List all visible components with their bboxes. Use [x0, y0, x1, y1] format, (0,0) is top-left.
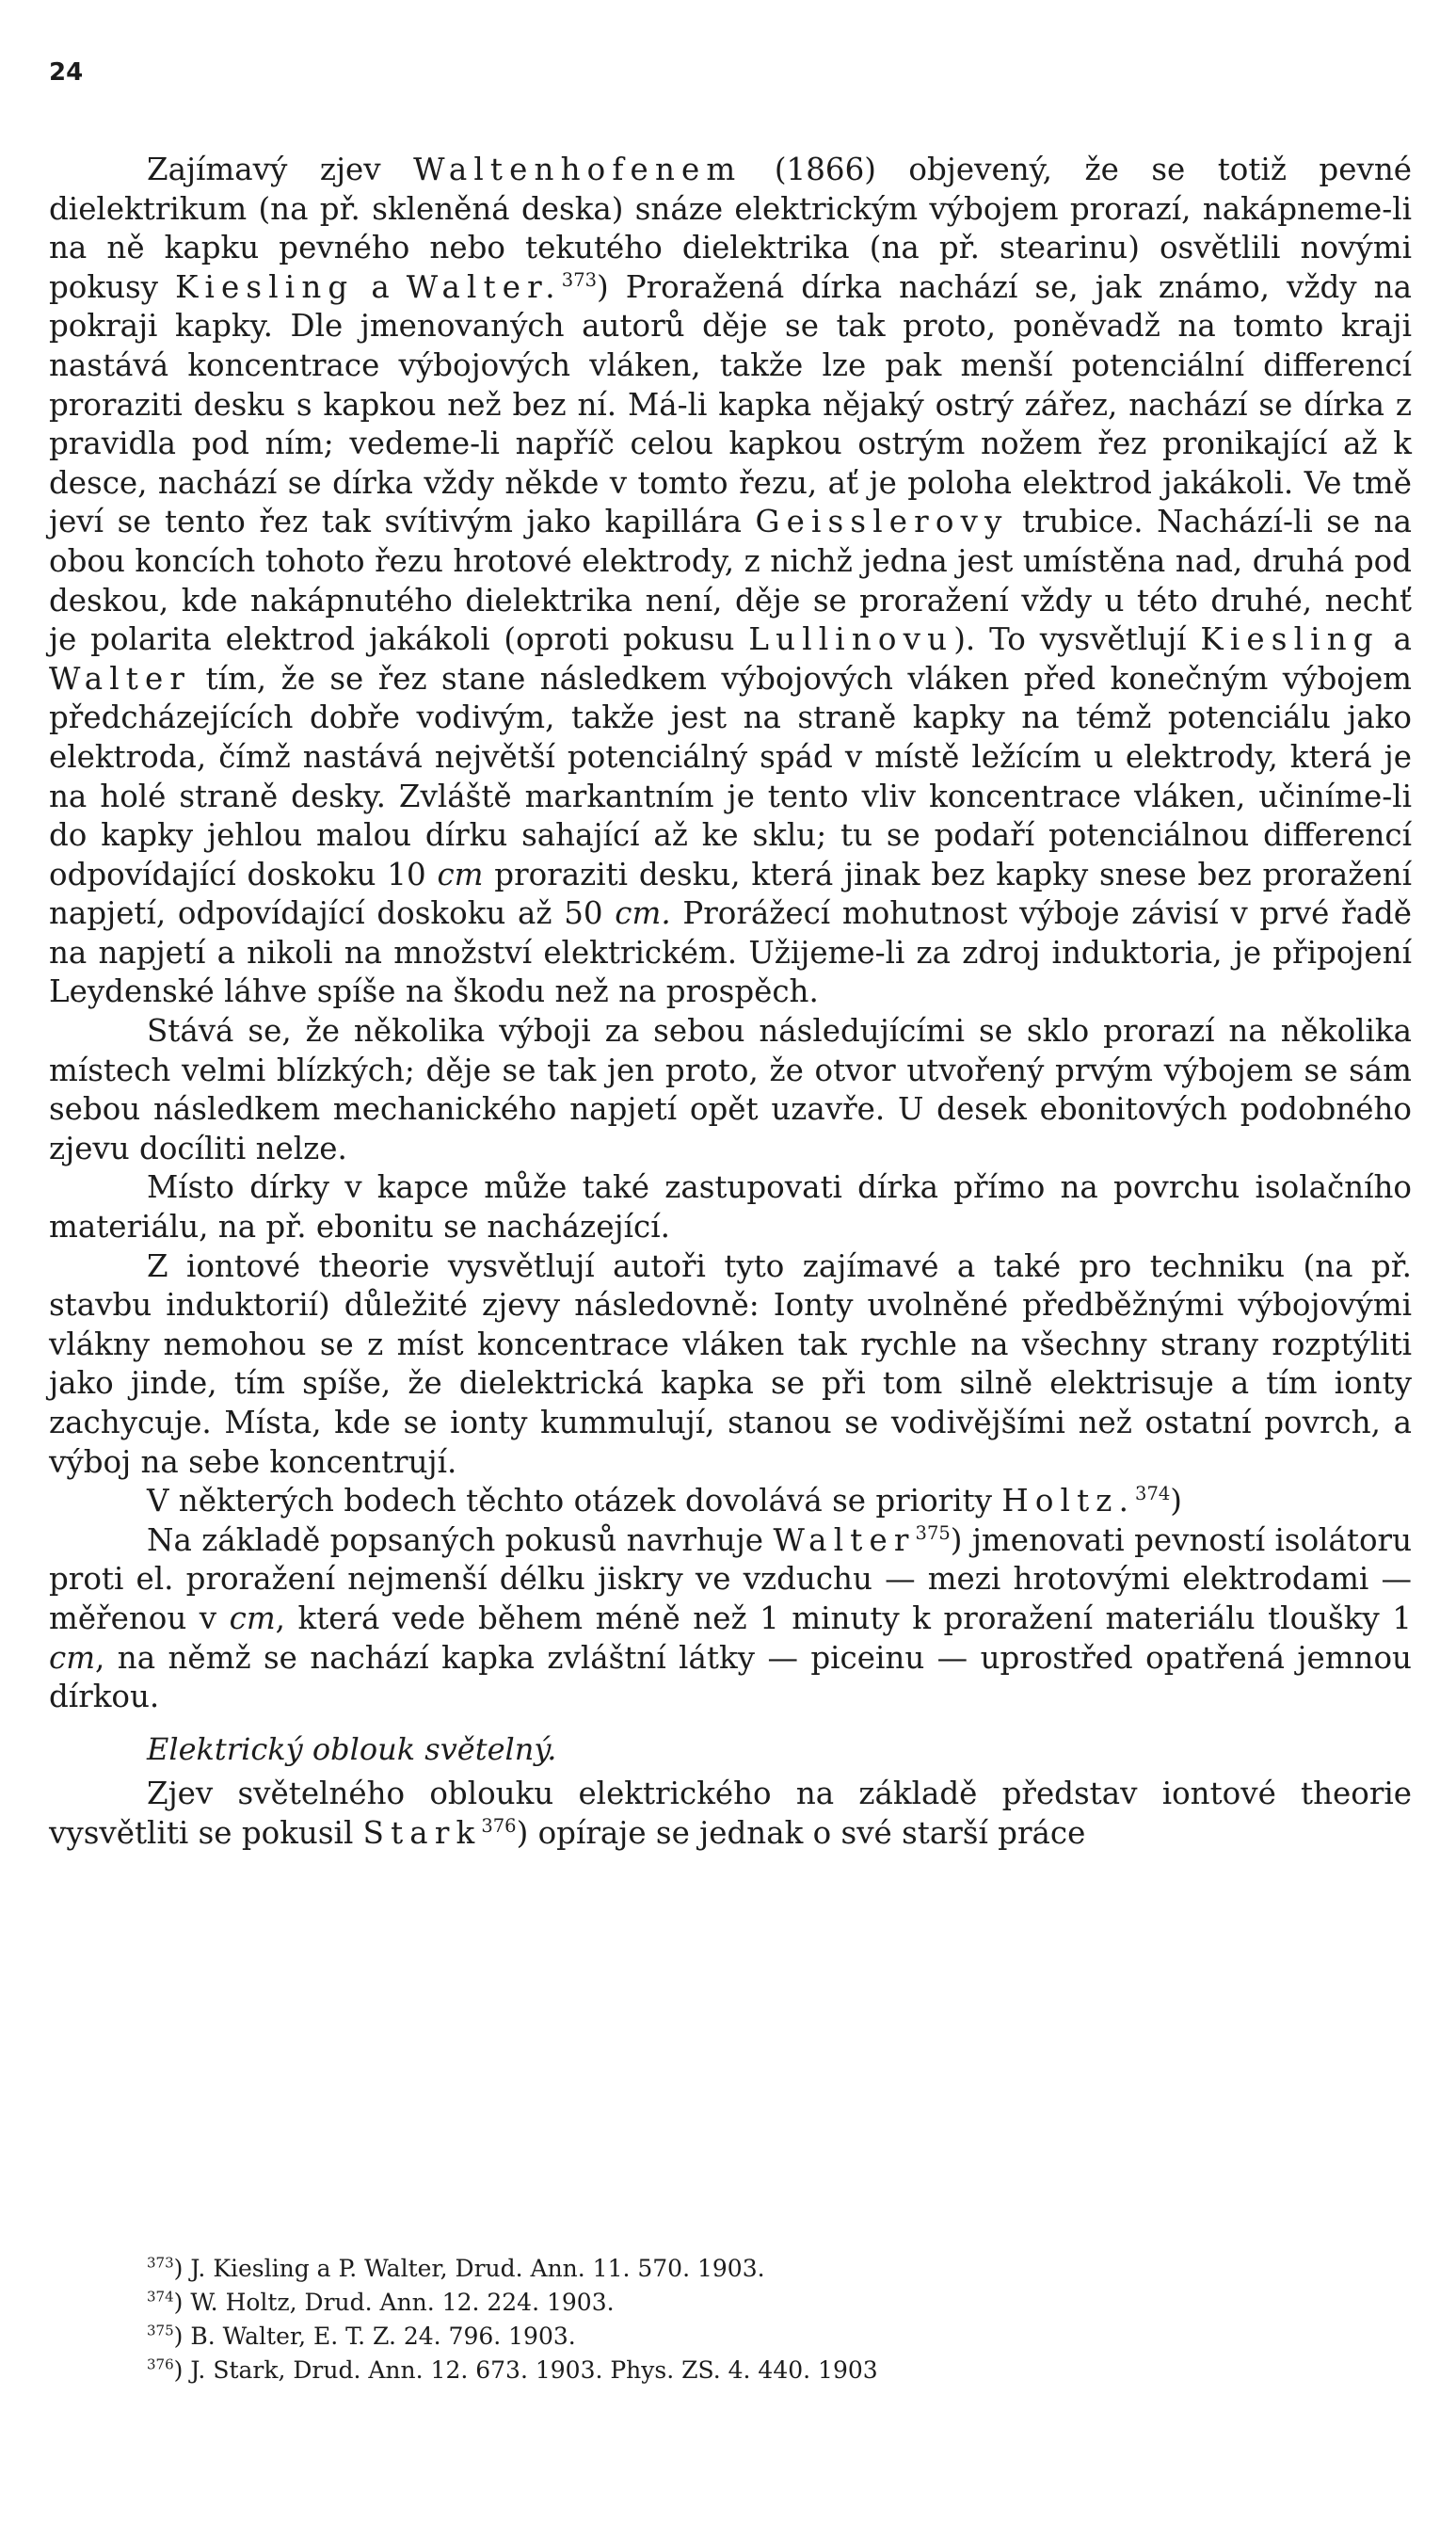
- footnote-paren: ): [173, 2289, 191, 2316]
- author-name: Stark: [362, 1814, 482, 1851]
- text-run: (1866) objevený, že se totiž pevné dielektrikum (na př. skleněná deska) snáze elektrickým výbojem prorazí, nakápneme-li na ně kapku pevného nebo tekutého dielektrika (na př. stearinu) osvětlili novými pokusy: [49, 152, 1412, 305]
- text-run: Místo dírky v kapce může také zastupovati dírka přímo na povrchu isolačního materiálu, na př. ebonitu se nacházející.: [49, 1169, 1412, 1246]
- page-number: 24: [49, 58, 84, 87]
- text-run: a: [1379, 621, 1412, 658]
- footnote-ref: 375: [915, 1521, 951, 1544]
- paragraph: [49, 1012, 1412, 1168]
- footnotes: [147, 2252, 1370, 2387]
- body-text: [49, 151, 1412, 1854]
- author-name: Walter.: [406, 268, 562, 305]
- section-paragraph: [49, 1775, 1412, 1853]
- paragraph: [49, 1521, 1412, 1717]
- text-run: Prorážecí mohutnost výboje závisí v prvé řadě na napjetí a nikoli na množství elektrickém. Užijeme-li za zdroj induktoria, je připojení Leydenské láhve spíše na škodu než na prospěch.: [49, 895, 1412, 1010]
- unit-text: cm: [49, 1639, 96, 1676]
- footnote-paren: ): [173, 2356, 191, 2384]
- author-name: Waltenhofenem: [413, 152, 743, 187]
- footnote-paren: ): [173, 2255, 191, 2282]
- text-run: Zajímavý zjev: [147, 152, 414, 187]
- footnote: [147, 2286, 1370, 2320]
- footnote-mark: 376: [147, 2355, 174, 2373]
- footnote-mark: 373: [147, 2254, 174, 2272]
- paragraph: [49, 1247, 1412, 1483]
- footnote-mark: 375: [147, 2322, 174, 2339]
- author-name: Geisslerovy: [755, 504, 1009, 540]
- footnote-text: B. Walter, E. T. Z. 24. 796. 1903.: [190, 2323, 576, 2350]
- text-run: Zjev světelného oblouku elektrického na základě představ iontové theorie vysvětliti se pokusil: [49, 1776, 1412, 1851]
- author-name: Walter: [49, 660, 192, 697]
- unit-text: cm.: [615, 895, 671, 932]
- text-run: a: [354, 268, 407, 305]
- author-name: Kiesling: [175, 268, 355, 305]
- footnote-ref: 376: [481, 1815, 517, 1838]
- author-name: Lullinovu: [748, 621, 954, 658]
- footnote: [147, 2252, 1370, 2286]
- footnote-text: W. Holtz, Drud. Ann. 12. 224. 1903.: [190, 2289, 615, 2316]
- text-run: V některých bodech těchto otázek dovolává se priority: [147, 1483, 1002, 1519]
- footnote-text: J. Kiesling a P. Walter, Drud. Ann. 11. 570. 1903.: [190, 2255, 765, 2282]
- footnote: [147, 2320, 1370, 2354]
- author-name: Kiesling: [1200, 621, 1380, 658]
- paragraph: [49, 1168, 1412, 1246]
- text-run: tím, že se řez stane následkem výbojových vláken před konečným výbojem předcházejících dobře vodivým, takže jest na straně kapky na témž potenciálu jako elektroda, čímž nastává největší potenciálný spád v místě ležícím u elektrody, která je na holé straně desky. Zvláště markantním je tento vliv koncentrace vláken, učiníme-li do kapky jehlou malou dírku sahající až ke sklu; tu se podaří potenciálnou differencí odpovídající doskoku 10: [49, 660, 1412, 892]
- text-run: ) opíraje se jednak o své starší práce: [516, 1814, 1086, 1851]
- unit-text: cm: [437, 856, 484, 892]
- text-run: Stává se, že několika výboji za sebou následujícími se sklo prorazí na několika místech velmi blízkých; děje se tak jen proto, že otvor utvořený prvým výbojem se sám sebou následkem mechanického napjetí opět uzavře. U desek ebonitových podobného zjevu docíliti nelze.: [49, 1013, 1412, 1166]
- text-run: trubice. Nachází-li se na obou koncích tohoto řezu hrotové elektrody, z nichž jedna jest umístěna nad, druhá pod deskou, kde nakápnutého dielektrika není, děje se proražení vždy u této druhé, nechť je polarita elektrod jakákoli (oproti pokusu: [49, 504, 1412, 658]
- author-name: Holtz.: [1001, 1483, 1136, 1519]
- text-run: ). To vysvětlují: [953, 621, 1201, 658]
- section-heading: Elektrický oblouk světelný.: [147, 1730, 557, 1767]
- footnote-paren: ): [173, 2323, 191, 2350]
- paragraph: [49, 151, 1412, 1012]
- text-run: ): [1170, 1483, 1182, 1519]
- text-run: proraziti desku, která jinak bez kapky snese bez proražení napjetí, odpovídající doskoku až 50: [49, 856, 1412, 932]
- footnote-ref: 373: [561, 268, 598, 291]
- paragraph: [49, 1482, 1412, 1521]
- unit-text: cm: [229, 1600, 276, 1636]
- footnote-text: J. Stark, Drud. Ann. 12. 673. 1903. Phys. ZS. 4. 440. 1903: [190, 2356, 878, 2384]
- footnote-mark: 374: [147, 2288, 174, 2306]
- text-run: Na základě popsaných pokusů navrhuje: [147, 1521, 774, 1558]
- text-run: , na němž se nachází kapka zvláštní látky — piceinu — uprostřed opatřená jemnou dírkou.: [49, 1639, 1412, 1715]
- text-run: , která vede během méně než 1 minuty k proražení materiálu tloušky 1: [275, 1600, 1412, 1636]
- text-run: ) Proražená dírka nachází se, jak známo, vždy na pokraji kapky. Dle jmenovaných autorů děje se tak proto, poněvadž na tomto kraji nastává koncentrace výbojových vláken, takže lze pak menší potenciální differencí proraziti desku s kapkou než bez ní. Má-li kapka nějaký ostrý zářez, nachází se dírka z pravidla pod ním; vedeme-li napříč celou kapkou ostrým nožem řez pronikající až k desce, nachází se dírka vždy někde v tomto řezu, ať je poloha elektrod jakákoli. Ve tmě jeví se tento řez tak svítivým jako kapillára: [49, 268, 1412, 540]
- text-run: ) jmenovati pevností isolátoru proti el. proražení nejmenší délku jiskry ve vzduchu — mezi hrotovými elektrodami — měřenou v: [49, 1521, 1413, 1636]
- footnote-ref: 374: [1135, 1483, 1171, 1505]
- text-run: Z iontové theorie vysvětlují autoři tyto zajímavé a také pro techniku (na př. stavbu induktorií) důležité zjevy následovně: Ionty uvolněné předběžnými výbojovými vlákny nemohou se z míst koncentrace vláken tak rychle na všechny strany rozptýliti jako jinde, tím spíše, že dielektrická kapka se při tom silně elektrisuje a tím ionty zachycuje. Místa, kde se ionty kummulují, stanou se vodivějšími než ostatní povrch, a výboj na sebe koncentrují.: [49, 1247, 1412, 1480]
- author-name: Walter: [773, 1521, 916, 1558]
- paragraph-list: [49, 151, 1412, 1717]
- footnote: [147, 2354, 1370, 2387]
